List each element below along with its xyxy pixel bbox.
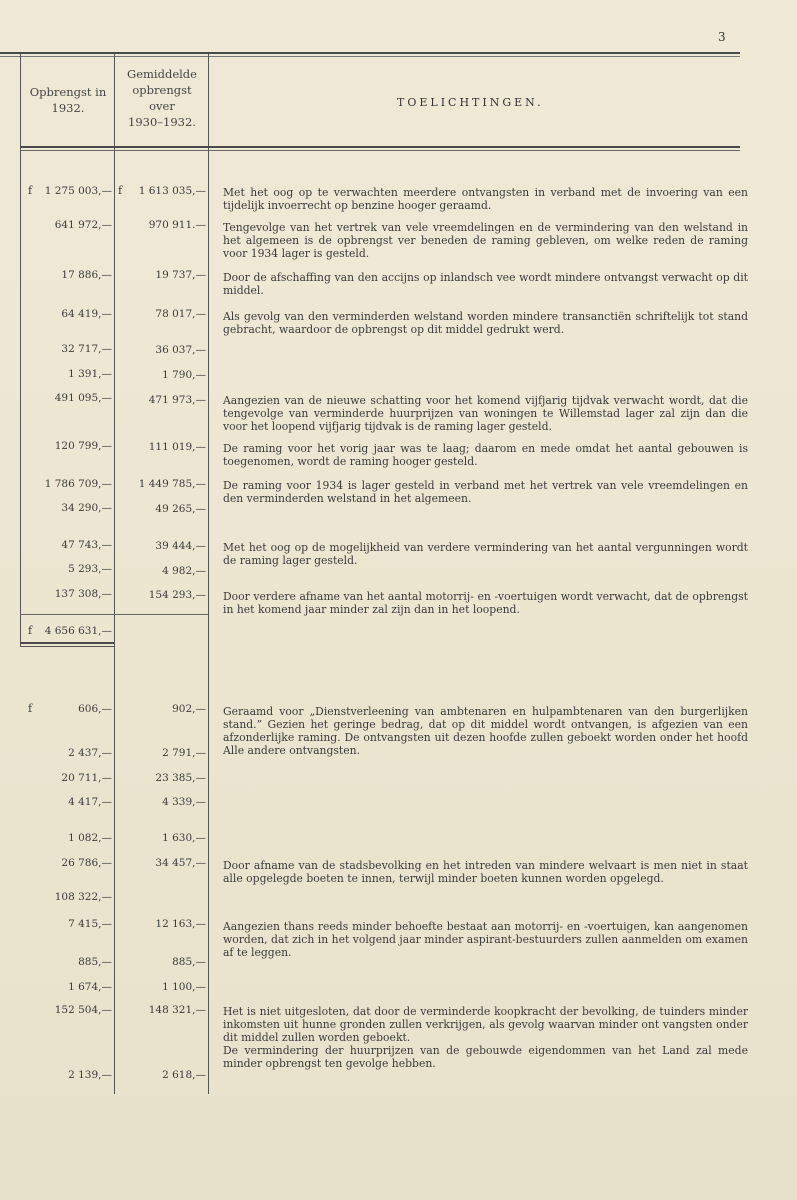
amount-average: 34 457,—: [155, 857, 206, 869]
amount-average: 12 163,—: [155, 918, 206, 930]
amount-average: 78 017,—: [155, 308, 206, 320]
note-text: Als gevolg van den verminderden welstand worden mindere transanctiën schriftelijk tot stand gebracht, waardoor de opbrengst op dit middel gedrukt werd.: [223, 310, 748, 336]
amount-average: 148 321,—: [148, 1004, 206, 1016]
amount-1932: 47 743,—: [61, 539, 112, 551]
amount-1932: 1 391,—: [68, 368, 112, 380]
florin-sign: f: [28, 702, 33, 715]
header-col2-line3: over: [149, 99, 175, 113]
amount-1932: 491 095,—: [54, 392, 112, 404]
header-col1-line2: 1932.: [51, 101, 85, 115]
subtotal-rule: [20, 614, 208, 615]
amount-average: 2 618,—: [162, 1069, 206, 1081]
note-text: Het is niet uitgesloten, dat door de verminderde koopkracht der bevolking, de tuinders minder inkomsten uit hunne gronden zullen verkrijgen, als gevolg waarvan minder ont vangsten onder dit middel zullen worden geboekt.: [223, 1005, 748, 1044]
amount-average: 49 265,—: [155, 503, 206, 515]
amount-1932: 1 082,—: [68, 832, 112, 844]
amount-1932: 64 419,—: [61, 308, 112, 320]
amount-average: 2 791,—: [162, 747, 206, 759]
amount-average: 885,—: [172, 956, 206, 968]
amount-average: 1 449 785,—: [138, 478, 206, 490]
amount-1932: 34 290,—: [61, 502, 112, 514]
amount-1932: 1 275 003,—: [44, 185, 112, 197]
amount-average: 1 790,—: [162, 369, 206, 381]
amount-average: 1 100,—: [162, 981, 206, 993]
amount-average: 1 613 035,—: [138, 185, 206, 197]
note-text: Door verdere afname van het aantal motorrij- en -voertuigen wordt verwacht, dat de opbrengst in het komend jaar minder zal zijn dan in het loopend.: [223, 590, 748, 616]
amount-1932: 2 139,—: [68, 1069, 112, 1081]
column-divider-1: [114, 54, 115, 1094]
note-text: Tengevolge van het vertrek van vele vreemdelingen en de vermindering van den welstand in het algemeen is de opbrengst ver beneden de raming gebleven, om welke reden de raming voor 1934 lager is gesteld.: [223, 221, 748, 260]
note-text: De raming voor het vorig jaar was te laag; daarom en mede omdat het aantal gebouwen is toegenomen, wordt de raming hooger gesteld.: [223, 442, 748, 468]
header-top-rule-thin: [0, 56, 740, 57]
note-text: Door afname van de stadsbevolking en het intreden van mindere welvaart is men niet in staat alle opgelegde boeten te innen, terwijl minder boeten kunnen worden opgelegd.: [223, 859, 748, 885]
total-double-rule: [20, 646, 114, 647]
header-col2-line2: opbrengst: [132, 83, 192, 97]
amount-1932: 4 417,—: [68, 796, 112, 808]
note-text: Met het oog op de mogelijkheid van verdere vermindering van het aantal vergunningen wordt de raming lager gesteld.: [223, 541, 748, 567]
amount-1932: 120 799,—: [54, 440, 112, 452]
amount-average: 471 973,—: [148, 394, 206, 406]
amount-1932: 137 308,—: [54, 588, 112, 600]
note-text: De vermindering der huurprijzen van de gebouwde eigendommen van het Land zal mede minder opbrengst ten gevolge hebben.: [223, 1044, 748, 1070]
header-col-gemiddelde: [116, 66, 208, 130]
header-col-opbrengst: [22, 84, 114, 116]
header-col2-line1: Gemiddelde: [127, 67, 197, 81]
amount-average: 4 339,—: [162, 796, 206, 808]
amount-1932: 606,—: [78, 703, 112, 715]
note-text: Aangezien thans reeds minder behoefte bestaat aan motorrij- en -voertuigen, kan aangenomen worden, dat zich in het volgend jaar minder aspirant-bestuurders zullen aanmelden om examen af te leggen.: [223, 920, 748, 959]
header-bottom-rule: [20, 146, 740, 148]
total-double-rule: [20, 642, 114, 644]
amount-average: 902,—: [172, 703, 206, 715]
amount-average: 23 385,—: [155, 772, 206, 784]
note-text: Aangezien van de nieuwe schatting voor het komend vijfjarig tijdvak verwacht wordt, dat die tengevolge van verminderde huurprijzen van woningen te Willemstad lager zal zijn dan die voor het loopend vijfjarig tijdvak is de raming lager gesteld.: [223, 394, 748, 433]
header-bottom-rule-thin: [20, 150, 740, 151]
amount-average: 111 019,—: [148, 441, 206, 453]
amount-1932: 1 674,—: [68, 981, 112, 993]
amount-1932: 1 786 709,—: [44, 478, 112, 490]
amount-1932: 152 504,—: [54, 1004, 112, 1016]
amount-1932: 26 786,—: [61, 857, 112, 869]
amount-1932: 5 293,—: [68, 563, 112, 575]
amount-1932: 885,—: [78, 956, 112, 968]
column-divider-2: [208, 54, 209, 1094]
header-col1-line1: Opbrengst in: [29, 85, 107, 99]
note-text: Door de afschaffing van den accijns op inlandsch vee wordt mindere ontvangst verwacht op dit middel.: [223, 271, 748, 297]
amount-1932: 20 711,—: [61, 772, 112, 784]
header-col2-line4: 1930–1932.: [128, 115, 196, 129]
amount-average: 154 293,—: [148, 589, 206, 601]
amount-average: 36 037,—: [155, 344, 206, 356]
amount-average: 1 630,—: [162, 832, 206, 844]
note-text: Met het oog op te verwachten meerdere ontvangsten in verband met de invoering van een tijdelijk invoerrecht op benzine hooger geraamd.: [223, 186, 748, 212]
amount-1932: 108 322,—: [54, 891, 112, 903]
amount-1932: 7 415,—: [68, 918, 112, 930]
amount-1932: 641 972,—: [54, 219, 112, 231]
note-text: De raming voor 1934 is lager gesteld in verband met het vertrek van vele vreemdelingen en den verminderden welstand in het algemeen.: [223, 479, 748, 505]
amount-average: 19 737,—: [155, 269, 206, 281]
page-number: 3: [718, 30, 726, 44]
note-text: Geraamd voor „Dienstverleening van ambtenaren en hulpambtenaren van den burgerlijken stand.” Gezien het geringe bedrag, dat op dit middel wordt ontvangen, is afgezien van een afzonderlijke raming. De ontvangsten uit dezen hoofde zullen geboekt worden onder het hoofd Alle andere ontvangsten.: [223, 705, 748, 757]
column-divider-left: [20, 54, 21, 646]
amount-1932: 2 437,—: [68, 747, 112, 759]
header-top-rule: [0, 52, 740, 54]
header-toelichtingen: TOELICHTINGEN.: [397, 96, 544, 109]
amount-average: 4 982,—: [162, 565, 206, 577]
florin-sign: f: [28, 184, 33, 197]
amount-1932: 17 886,—: [61, 269, 112, 281]
amount-1932: 32 717,—: [61, 343, 112, 355]
amount-average: 39 444,—: [155, 540, 206, 552]
amount-average: 970 911.—: [148, 219, 206, 231]
section-total: 4 656 631,—: [44, 625, 112, 637]
florin-sign: f: [118, 184, 123, 197]
florin-sign: f: [28, 624, 33, 637]
